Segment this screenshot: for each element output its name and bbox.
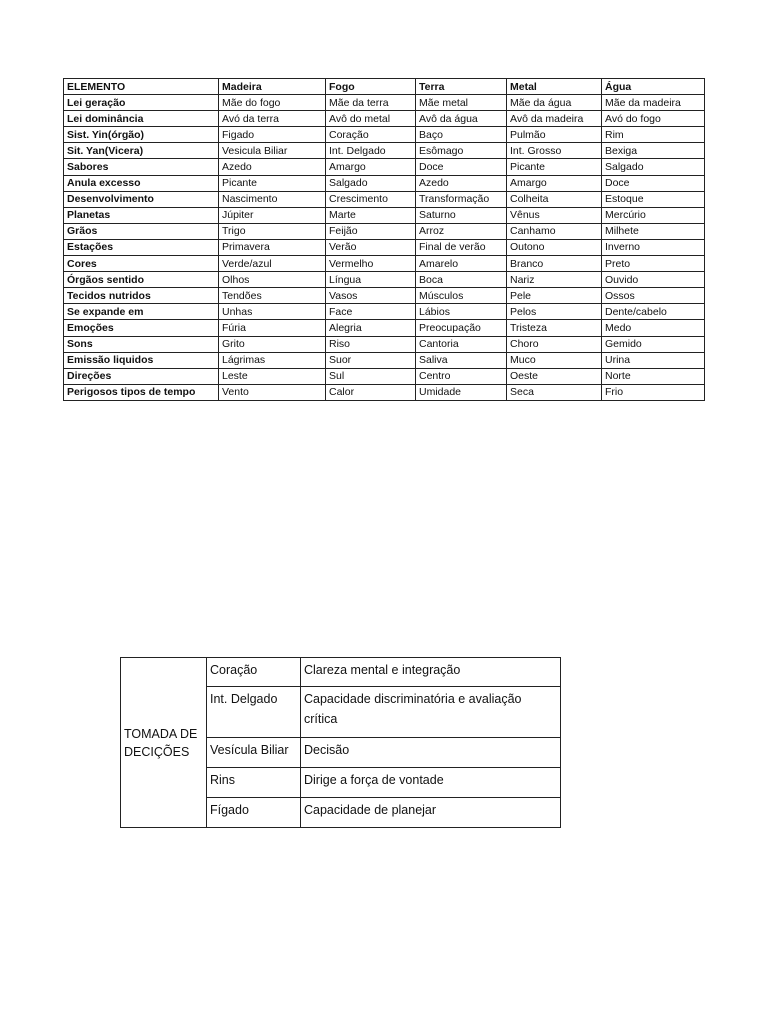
table-row bbox=[64, 288, 705, 304]
table-cell: Mãe da terra bbox=[326, 95, 416, 111]
table-row bbox=[64, 239, 705, 255]
table-cell: Vento bbox=[219, 384, 326, 400]
table-cell: Centro bbox=[416, 368, 507, 384]
row-header-cell: Emoções bbox=[64, 320, 219, 336]
table-cell: Trigo bbox=[219, 223, 326, 239]
table-cell: Sul bbox=[326, 368, 416, 384]
table-cell: Cantoria bbox=[416, 336, 507, 352]
table-cell: Tendões bbox=[219, 288, 326, 304]
table-cell: Gemido bbox=[602, 336, 705, 352]
table-cell: Amargo bbox=[507, 175, 602, 191]
table-cell: Boca bbox=[416, 272, 507, 288]
table-cell: Rim bbox=[602, 127, 705, 143]
table-cell: Preocupação bbox=[416, 320, 507, 336]
decision-making-table bbox=[120, 657, 561, 828]
decision-making-table-body bbox=[121, 658, 561, 828]
table-row bbox=[64, 127, 705, 143]
table-cell: Vasos bbox=[326, 288, 416, 304]
table-row bbox=[64, 223, 705, 239]
column-header: Terra bbox=[416, 79, 507, 95]
table-row bbox=[64, 143, 705, 159]
table-cell: Tristeza bbox=[507, 320, 602, 336]
table-cell: Amargo bbox=[326, 159, 416, 175]
table-cell: Verão bbox=[326, 239, 416, 255]
decision-row bbox=[121, 658, 561, 687]
table-cell: Frio bbox=[602, 384, 705, 400]
table-cell: Avô do metal bbox=[326, 111, 416, 127]
table-cell: Júpiter bbox=[219, 207, 326, 223]
table-cell: Vesicula Biliar bbox=[219, 143, 326, 159]
function-cell: Capacidade de planejar bbox=[301, 798, 561, 828]
row-header-cell: Sabores bbox=[64, 159, 219, 175]
table-header-row bbox=[64, 79, 705, 95]
table-cell: Pelos bbox=[507, 304, 602, 320]
table-cell: Umidade bbox=[416, 384, 507, 400]
table-cell: Final de verão bbox=[416, 239, 507, 255]
row-header-cell: Emissão liquidos bbox=[64, 352, 219, 368]
table-cell: Mãe da água bbox=[507, 95, 602, 111]
table-cell: Marte bbox=[326, 207, 416, 223]
table-cell: Picante bbox=[507, 159, 602, 175]
column-header: Metal bbox=[507, 79, 602, 95]
row-header-cell: Anula excesso bbox=[64, 175, 219, 191]
table-cell: Mercúrio bbox=[602, 207, 705, 223]
column-header: ELEMENTO bbox=[64, 79, 219, 95]
column-header: Fogo bbox=[326, 79, 416, 95]
table-cell: Grito bbox=[219, 336, 326, 352]
table-cell: Pele bbox=[507, 288, 602, 304]
table-cell: Outono bbox=[507, 239, 602, 255]
table-cell: Norte bbox=[602, 368, 705, 384]
table-cell: Vermelho bbox=[326, 256, 416, 272]
table-cell: Transformação bbox=[416, 191, 507, 207]
function-cell: Clareza mental e integração bbox=[301, 658, 561, 687]
table-row bbox=[64, 175, 705, 191]
table-cell: Picante bbox=[219, 175, 326, 191]
table-cell: Verde/azul bbox=[219, 256, 326, 272]
table-row bbox=[64, 320, 705, 336]
row-header-cell: Tecidos nutridos bbox=[64, 288, 219, 304]
table-row bbox=[64, 368, 705, 384]
organ-cell: Coração bbox=[207, 658, 301, 687]
organ-cell: Vesícula Biliar bbox=[207, 738, 301, 768]
table-row bbox=[64, 304, 705, 320]
row-header-cell: Desenvolvimento bbox=[64, 191, 219, 207]
table-cell: Lábios bbox=[416, 304, 507, 320]
table-cell: Avó do fogo bbox=[602, 111, 705, 127]
row-header-cell: Estações bbox=[64, 239, 219, 255]
table-cell: Preto bbox=[602, 256, 705, 272]
table-cell: Leste bbox=[219, 368, 326, 384]
row-header-cell: Perigosos tipos de tempo bbox=[64, 384, 219, 400]
decision-group-label: TOMADA DE DECIÇÕES bbox=[121, 658, 207, 828]
table-cell: Vênus bbox=[507, 207, 602, 223]
table-cell: Bexiga bbox=[602, 143, 705, 159]
table-cell: Ossos bbox=[602, 288, 705, 304]
table-cell: Int. Grosso bbox=[507, 143, 602, 159]
organ-cell: Int. Delgado bbox=[207, 687, 301, 738]
table-cell: Unhas bbox=[219, 304, 326, 320]
table-row bbox=[64, 159, 705, 175]
table-row bbox=[64, 272, 705, 288]
table-cell: Mãe do fogo bbox=[219, 95, 326, 111]
organ-cell: Rins bbox=[207, 768, 301, 798]
table-cell: Muco bbox=[507, 352, 602, 368]
table-cell: Amarelo bbox=[416, 256, 507, 272]
table-cell: Mãe da madeira bbox=[602, 95, 705, 111]
row-header-cell: Sit. Yan(Vicera) bbox=[64, 143, 219, 159]
table-cell: Azedo bbox=[416, 175, 507, 191]
table-row bbox=[64, 191, 705, 207]
table-cell: Nariz bbox=[507, 272, 602, 288]
row-header-cell: Lei geração bbox=[64, 95, 219, 111]
table-cell: Branco bbox=[507, 256, 602, 272]
table-cell: Choro bbox=[507, 336, 602, 352]
table-cell: Dente/cabelo bbox=[602, 304, 705, 320]
table-cell: Língua bbox=[326, 272, 416, 288]
table-cell: Medo bbox=[602, 320, 705, 336]
five-elements-table-body bbox=[64, 79, 705, 401]
row-header-cell: Direções bbox=[64, 368, 219, 384]
table-cell: Coração bbox=[326, 127, 416, 143]
table-cell: Estoque bbox=[602, 191, 705, 207]
table-cell: Nascimento bbox=[219, 191, 326, 207]
five-elements-table bbox=[63, 78, 705, 401]
table-cell: Esômago bbox=[416, 143, 507, 159]
column-header: Madeira bbox=[219, 79, 326, 95]
table-cell: Músculos bbox=[416, 288, 507, 304]
table-cell: Int. Delgado bbox=[326, 143, 416, 159]
row-header-cell: Sist. Yin(órgão) bbox=[64, 127, 219, 143]
table-cell: Fúria bbox=[219, 320, 326, 336]
table-cell: Doce bbox=[602, 175, 705, 191]
table-cell: Doce bbox=[416, 159, 507, 175]
row-header-cell: Lei dominância bbox=[64, 111, 219, 127]
table-cell: Seca bbox=[507, 384, 602, 400]
table-cell: Riso bbox=[326, 336, 416, 352]
table-cell: Face bbox=[326, 304, 416, 320]
table-cell: Lágrimas bbox=[219, 352, 326, 368]
table-cell: Inverno bbox=[602, 239, 705, 255]
table-cell: Figado bbox=[219, 127, 326, 143]
table-cell: Mãe metal bbox=[416, 95, 507, 111]
table-cell: Salgado bbox=[326, 175, 416, 191]
column-header: Água bbox=[602, 79, 705, 95]
table-cell: Baço bbox=[416, 127, 507, 143]
table-row bbox=[64, 336, 705, 352]
table-cell: Avô da água bbox=[416, 111, 507, 127]
row-header-cell: Sons bbox=[64, 336, 219, 352]
function-cell: Decisão bbox=[301, 738, 561, 768]
row-header-cell: Se expande em bbox=[64, 304, 219, 320]
table-cell: Saliva bbox=[416, 352, 507, 368]
table-cell: Alegria bbox=[326, 320, 416, 336]
function-cell: Dirige a força de vontade bbox=[301, 768, 561, 798]
table-cell: Pulmão bbox=[507, 127, 602, 143]
organ-cell: Fígado bbox=[207, 798, 301, 828]
table-cell: Feijão bbox=[326, 223, 416, 239]
table-row bbox=[64, 111, 705, 127]
table-cell: Urina bbox=[602, 352, 705, 368]
table-cell: Suor bbox=[326, 352, 416, 368]
table-cell: Avô da madeira bbox=[507, 111, 602, 127]
table-cell: Arroz bbox=[416, 223, 507, 239]
row-header-cell: Órgãos sentido bbox=[64, 272, 219, 288]
table-row bbox=[64, 95, 705, 111]
table-cell: Oeste bbox=[507, 368, 602, 384]
table-cell: Avó da terra bbox=[219, 111, 326, 127]
row-header-cell: Grãos bbox=[64, 223, 219, 239]
table-cell: Primavera bbox=[219, 239, 326, 255]
table-cell: Crescimento bbox=[326, 191, 416, 207]
table-cell: Canhamo bbox=[507, 223, 602, 239]
table-cell: Salgado bbox=[602, 159, 705, 175]
table-row bbox=[64, 256, 705, 272]
table-cell: Milhete bbox=[602, 223, 705, 239]
table-row bbox=[64, 207, 705, 223]
function-cell: Capacidade discriminatória e avaliação crítica bbox=[301, 687, 561, 738]
table-cell: Azedo bbox=[219, 159, 326, 175]
row-header-cell: Planetas bbox=[64, 207, 219, 223]
table-cell: Saturno bbox=[416, 207, 507, 223]
table-cell: Colheita bbox=[507, 191, 602, 207]
table-cell: Olhos bbox=[219, 272, 326, 288]
table-row bbox=[64, 384, 705, 400]
table-cell: Ouvido bbox=[602, 272, 705, 288]
table-row bbox=[64, 352, 705, 368]
row-header-cell: Cores bbox=[64, 256, 219, 272]
table-cell: Calor bbox=[326, 384, 416, 400]
